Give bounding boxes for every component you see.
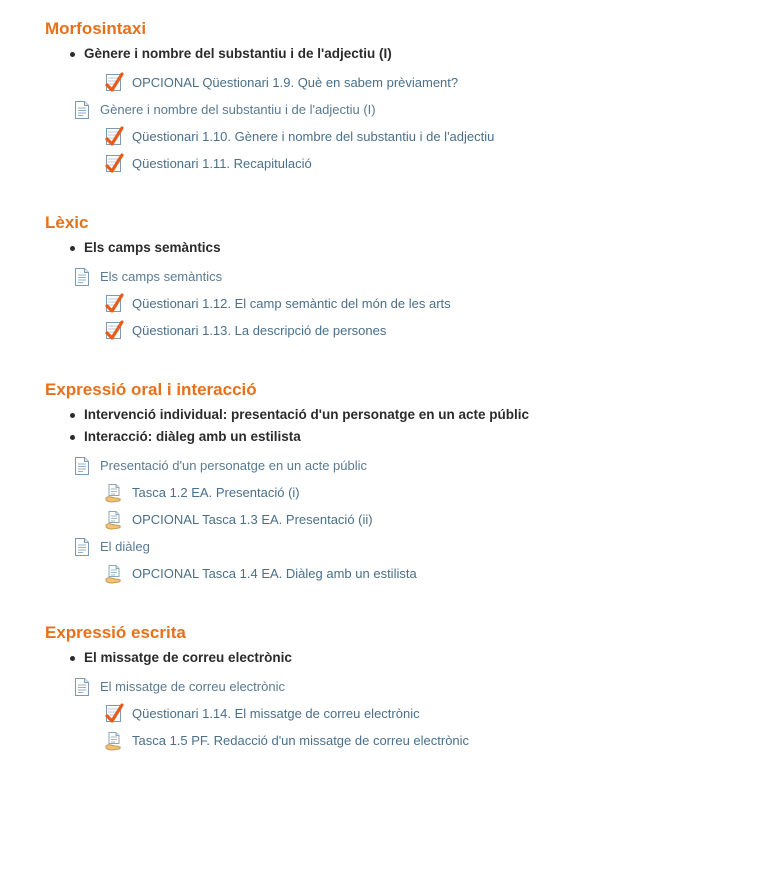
- section-title: Morfosintaxi: [45, 19, 147, 38]
- section-objectives-list: [0, 405, 775, 447]
- course-section: [0, 622, 775, 779]
- objective-item: Intervenció individual: presentació d'un personatge en un acte públic: [70, 405, 775, 425]
- page-document-icon: [72, 99, 92, 121]
- task-upload-icon: [104, 509, 124, 531]
- resource-row[interactable]: [104, 126, 775, 148]
- resource-row[interactable]: [72, 266, 775, 288]
- page-document-icon: [72, 266, 92, 288]
- resource-row[interactable]: [104, 730, 775, 752]
- resource-link[interactable]: OPCIONAL Tasca 1.3 EA. Presentació (ii): [132, 512, 373, 527]
- course-section: [0, 212, 775, 369]
- resource-row[interactable]: [104, 153, 775, 175]
- page-document-icon: [72, 455, 92, 477]
- quiz-checkmark-icon: [104, 293, 124, 315]
- resource-row[interactable]: [72, 455, 775, 477]
- resource-link[interactable]: Qüestionari 1.13. La descripció de persones: [132, 323, 387, 338]
- quiz-checkmark-icon: [104, 72, 124, 94]
- section-objectives-list: [0, 238, 775, 258]
- section-objectives-list: [0, 44, 775, 64]
- spacer: [0, 347, 775, 369]
- resource-link[interactable]: OPCIONAL Qüestionari 1.9. Què en sabem prèviament?: [132, 75, 459, 90]
- objective-item: El missatge de correu electrònic: [70, 648, 775, 668]
- objective-item: Els camps semàntics: [70, 238, 775, 258]
- spacer: [0, 590, 775, 612]
- resource-link[interactable]: OPCIONAL Tasca 1.4 EA. Diàleg amb un estilista: [132, 566, 417, 581]
- objective-item: Interacció: diàleg amb un estilista: [70, 427, 775, 447]
- resource-link[interactable]: Els camps semàntics: [100, 269, 223, 284]
- resource-link[interactable]: Qüestionari 1.14. El missatge de correu electrònic: [132, 706, 420, 721]
- resource-row[interactable]: [104, 509, 775, 531]
- task-upload-icon: [104, 482, 124, 504]
- resource-row[interactable]: [104, 320, 775, 342]
- resource-row[interactable]: [72, 99, 775, 121]
- spacer: [0, 180, 775, 202]
- quiz-checkmark-icon: [104, 126, 124, 148]
- task-upload-icon: [104, 563, 124, 585]
- page-document-icon: [72, 536, 92, 558]
- resource-row[interactable]: [104, 482, 775, 504]
- task-upload-icon: [104, 730, 124, 752]
- section-title: Expressió oral i interacció: [45, 380, 257, 399]
- resource-link[interactable]: Tasca 1.2 EA. Presentació (i): [132, 485, 300, 500]
- course-section: [0, 18, 775, 202]
- resource-link[interactable]: Qüestionari 1.11. Recapitulació: [132, 156, 312, 171]
- resource-link[interactable]: Qüestionari 1.10. Gènere i nombre del substantiu i de l'adjectiu: [132, 129, 495, 144]
- course-section: [0, 379, 775, 612]
- quiz-checkmark-icon: [104, 703, 124, 725]
- resource-row[interactable]: [104, 72, 775, 94]
- resource-link[interactable]: Presentació d'un personatge en un acte públic: [100, 458, 368, 473]
- resource-row[interactable]: [104, 703, 775, 725]
- quiz-checkmark-icon: [104, 320, 124, 342]
- resource-link[interactable]: Qüestionari 1.12. El camp semàntic del món de les arts: [132, 296, 451, 311]
- resource-row[interactable]: [104, 293, 775, 315]
- section-objectives-list: [0, 648, 775, 668]
- section-title: Expressió escrita: [45, 623, 186, 642]
- spacer: [0, 757, 775, 779]
- resource-link[interactable]: Gènere i nombre del substantiu i de l'adjectiu (I): [100, 102, 376, 117]
- resource-row[interactable]: [72, 676, 775, 698]
- section-title: Lèxic: [45, 213, 89, 232]
- resource-link[interactable]: El diàleg: [100, 539, 150, 554]
- objective-item: Gènere i nombre del substantiu i de l'adjectiu (I): [70, 44, 775, 64]
- page-document-icon: [72, 676, 92, 698]
- resource-row[interactable]: [104, 563, 775, 585]
- resource-link[interactable]: El missatge de correu electrònic: [100, 679, 285, 694]
- resource-link[interactable]: Tasca 1.5 PF. Redacció d'un missatge de correu electrònic: [132, 733, 470, 748]
- resource-row[interactable]: [72, 536, 775, 558]
- quiz-checkmark-icon: [104, 153, 124, 175]
